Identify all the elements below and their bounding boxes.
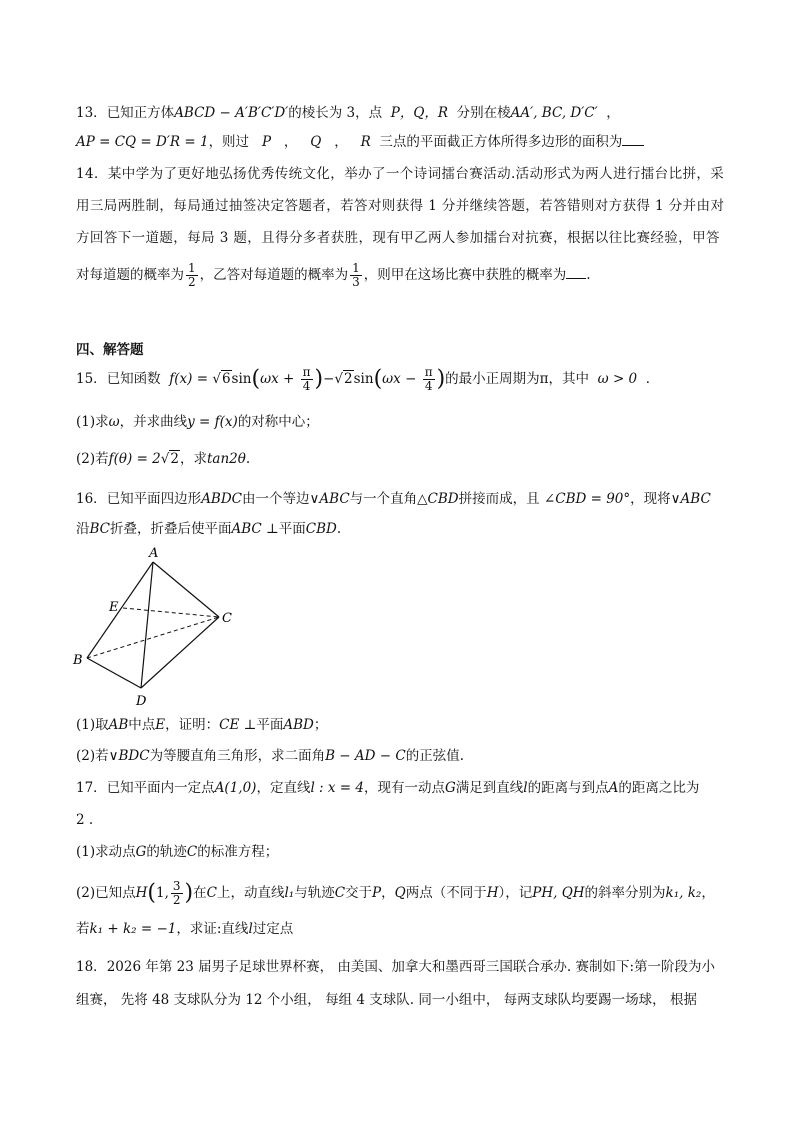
label-C: C: [222, 611, 232, 626]
q13-line2: AP = CQ = D′R = 1，则过 P ， Q ， R 三点的平面截正方体所得多边形的面积为: [76, 133, 644, 151]
answer-blank: [566, 266, 586, 279]
label-A: A: [149, 546, 159, 561]
fraction-one-third: $\frac{1}{3}$: [352, 261, 360, 289]
edge-BC-dashed: [87, 617, 219, 658]
edge-AB: [87, 562, 153, 658]
q17-part1: (1)求动点G的轨迹C的标准方程；: [76, 844, 279, 860]
q15-part2: (2)若f(θ) = 2√2，求tan2θ.: [76, 451, 251, 467]
label-E: E: [109, 600, 119, 615]
q15-part1: (1)求ω，并求曲线y = f(x)的对称中心；: [76, 414, 319, 430]
q14-line2: 用三局两胜制，每局通过抽签决定答题者，若答对则获得 1 分并继续答题，若答错则对方获得 1 分并由对: [76, 198, 725, 214]
edge-CD: [141, 617, 219, 688]
q18-line1: 18．2026 年第 23 届男子足球世界杯赛， 由美国、加拿大和墨西哥三国联合承办. 赛制如下:第一阶段为小: [76, 959, 716, 975]
edge-AD: [141, 562, 153, 688]
q13-line1: 13．已知正方体ABCD − A′B′C′D′的棱长为 3，点 P，Q，R 分别在棱AA′, BC, D′C′ ，: [76, 105, 620, 121]
label-B: B: [73, 653, 83, 668]
q15-line1: 15．已知函数 f(x) = √6sin(ωx + $\frac{\pi}{4}$ )−√2sin(ωx − $\frac{\pi}{4}$ )的最小正周期为π，其中 ω > 0 ．: [76, 365, 660, 393]
q16-part2: (2)若∨BDC为等腰直角三角形，求二面角B − AD − C的正弦值.: [76, 748, 465, 764]
q16-line1: 16．已知平面四边形ABDC由一个等边∨ABC与一个直角△CBD拼接而成，且 ∠CBD = 90°，现将∨ABC: [76, 491, 711, 507]
q16-line2: 沿BC折叠，折叠后使平面ABC ⊥平面CBD.: [76, 521, 342, 537]
edge-BD: [87, 658, 141, 688]
q16-number: 16．: [76, 491, 107, 507]
q17-line1: 17．已知平面内一定点A(1,0)，定直线l : x = 4，现有一动点G满足到直线l的距离与到点A的距离之比为: [76, 780, 700, 796]
q14-number: 14．: [76, 166, 108, 182]
q13-number: 13．: [76, 105, 107, 121]
edge-EC-dashed: [123, 608, 219, 617]
q18-line2: 组赛， 先将 48 支球队分为 12 个小组， 每组 4 支球队. 同一小组中， 每两支球队均要踢一场球， 根据: [76, 992, 697, 1008]
q14-line4: 对每道题的概率为 $\frac{1}{2}$ ，乙答对每道题的概率为 $\frac{1}{3}$ ，则甲在这场比赛中获胜的概率为 .: [76, 261, 591, 289]
q17-part2-line2: 若k₁ + k₂ = −1，求证:直线l过定点: [76, 921, 294, 937]
section-title: 四、解答题: [76, 342, 144, 358]
q18-number: 18．: [76, 959, 107, 975]
edge-AC: [153, 562, 219, 617]
q15-number: 15．: [76, 371, 107, 387]
answer-blank: [622, 133, 644, 146]
fraction-one-half: $\frac{1}{2}$: [188, 261, 196, 289]
q14-line1: 14．某中学为了更好地弘扬优秀传统文化，举办了一个诗词擂台赛活动.活动形式为两人进行擂台比拼，采: [76, 166, 725, 182]
q17-line2: 2 .: [76, 812, 94, 828]
tetrahedron-figure: [70, 545, 250, 710]
label-D: D: [136, 694, 147, 709]
q16-part1: (1)取AB中点E，证明：CE ⊥平面ABD；: [76, 717, 328, 733]
q17-part2: (2)已知点H(1, $\frac{3}{2}$ )在C上，动直线l₁与轨迹C交于P，Q两点（不同于H），记PH, QH的斜率分别为k₁, k₂，: [76, 879, 715, 907]
q17-number: 17．: [76, 780, 107, 796]
q14-line3: 方回答下一道题，每局 3 题，且得分多者获胜，现有甲乙两人参加擂台对抗赛，根据以往比赛经验，甲答: [76, 230, 720, 246]
